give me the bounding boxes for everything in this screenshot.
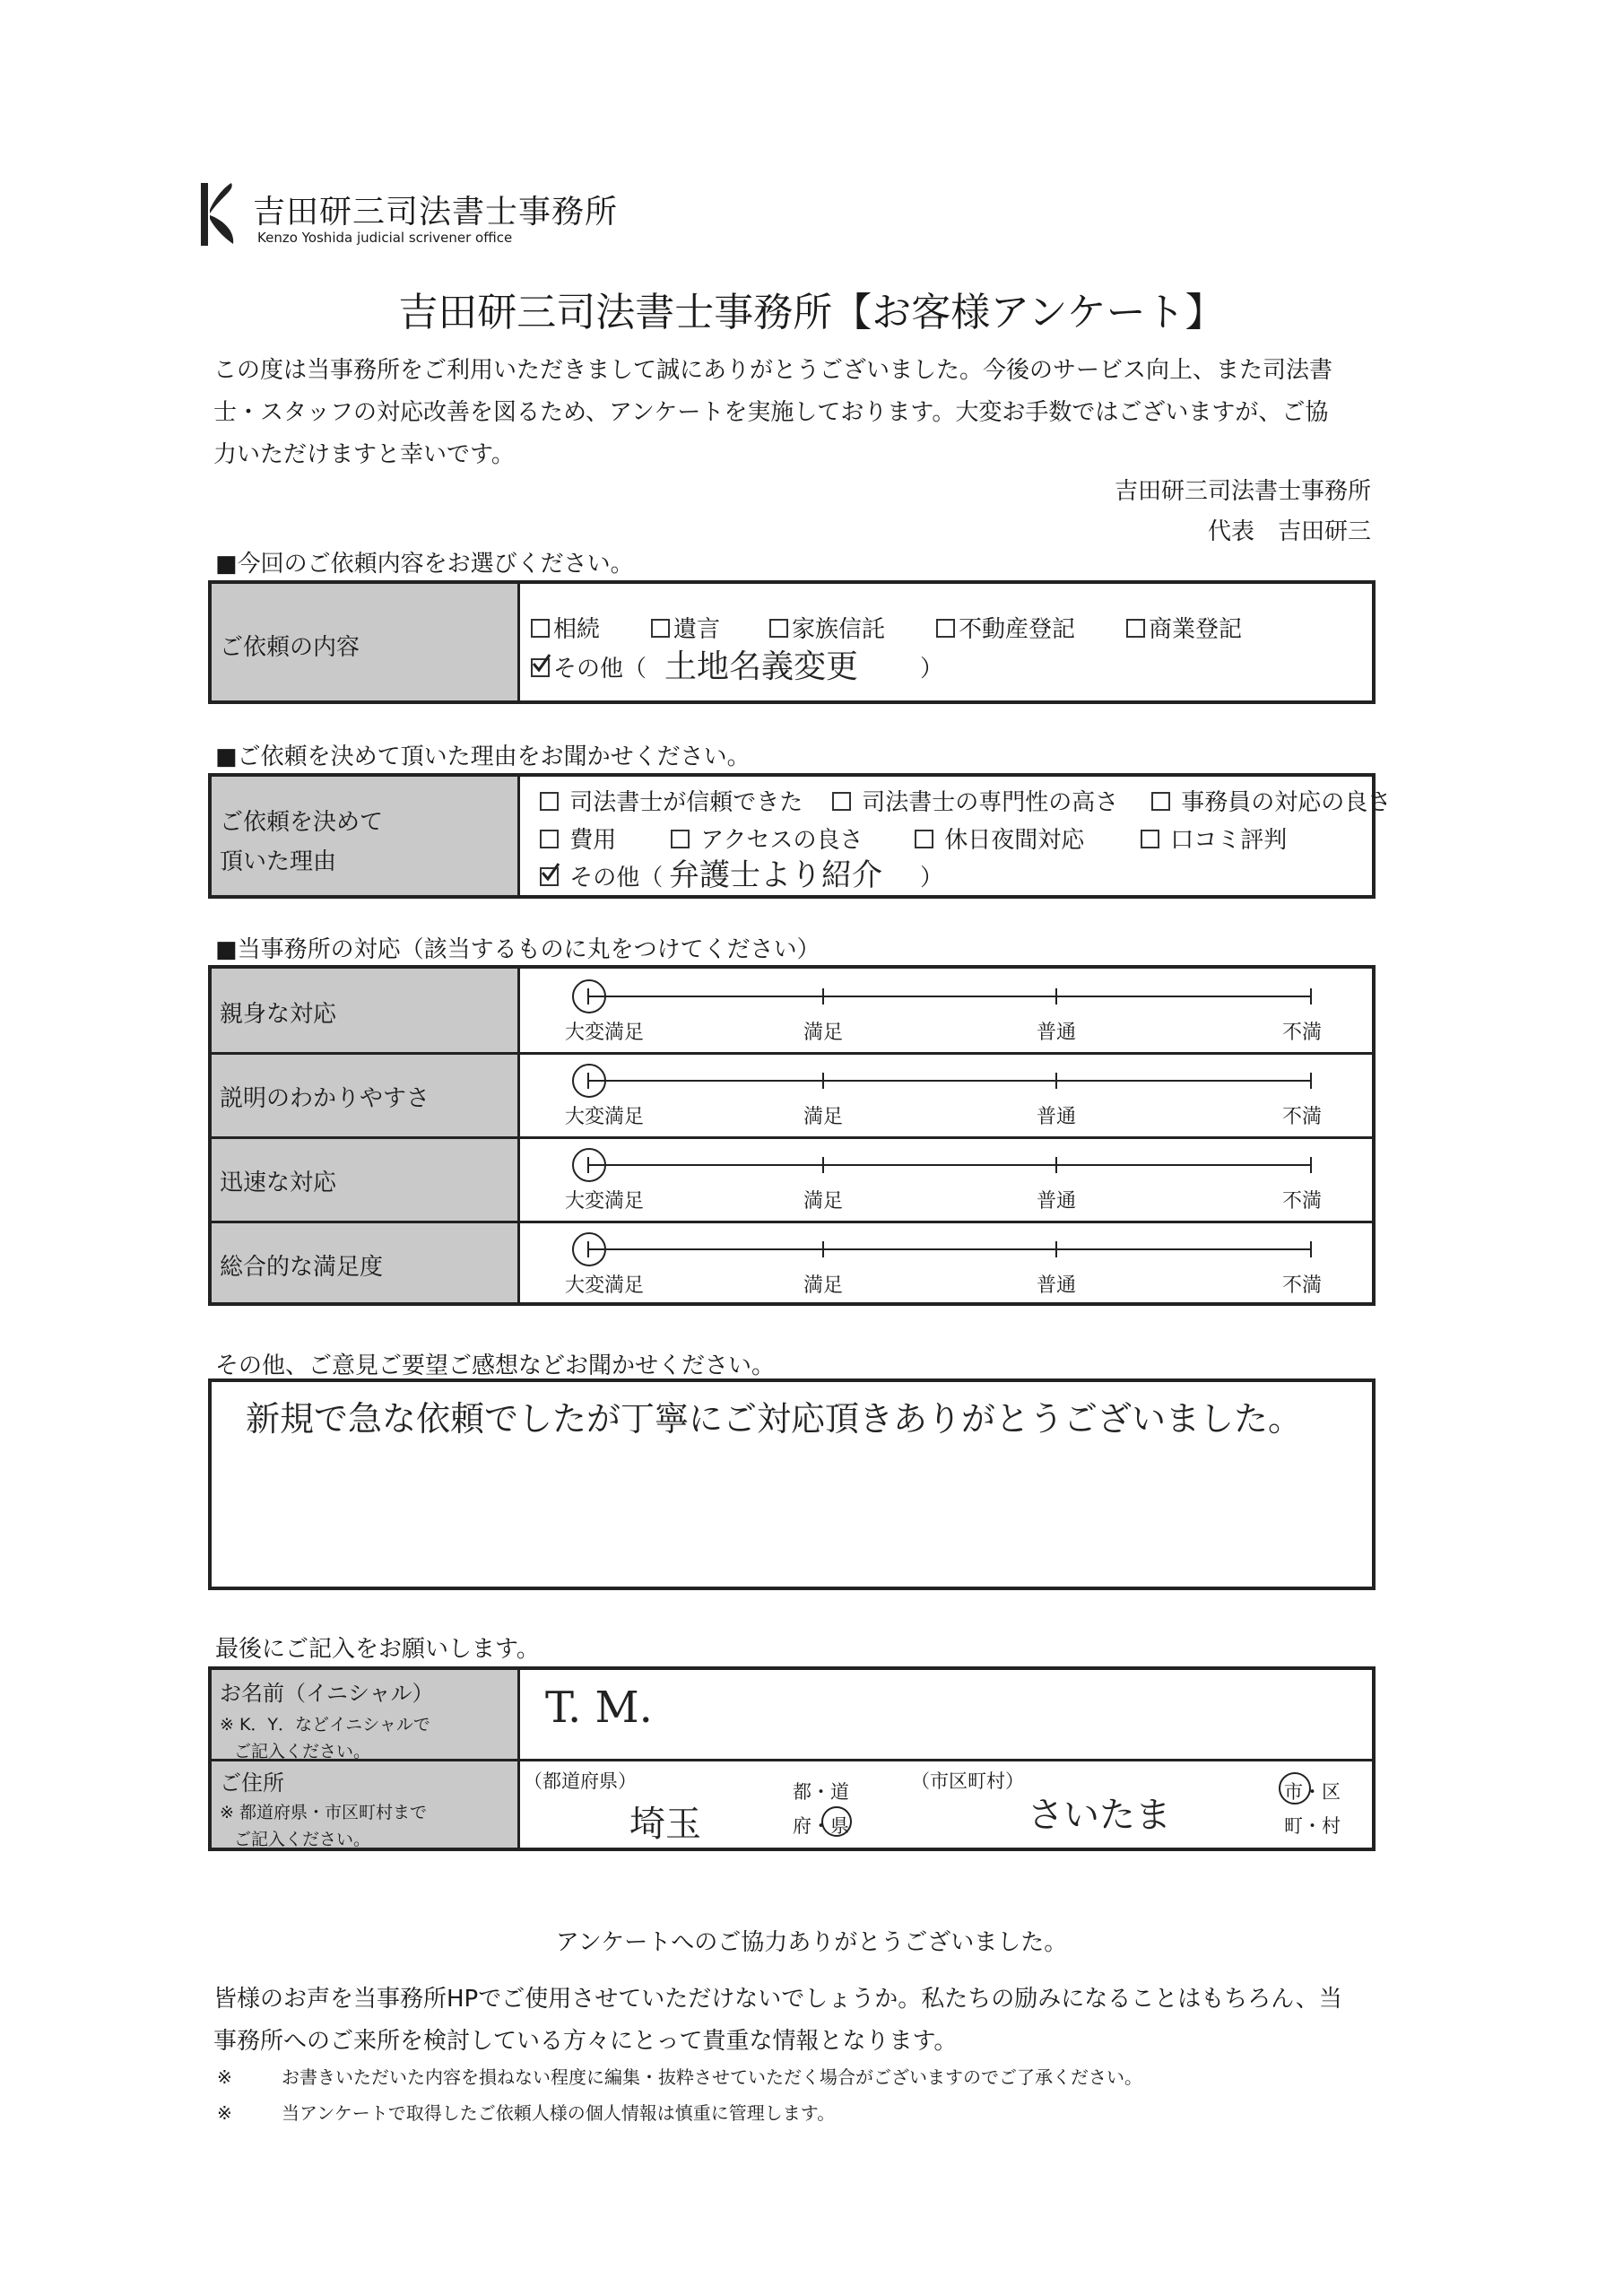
thanks-text: アンケートへのご協力ありがとうございました。 (555, 1929, 1068, 1956)
name-note: ご記入ください。 (234, 1742, 371, 1761)
rating-scale-label: 普通 (1037, 1190, 1077, 1213)
city-suffix-top: 市・区 (1284, 1781, 1341, 1803)
checkbox[interactable] (1126, 619, 1145, 638)
rating-item-label: 親身な対応 (220, 1001, 337, 1028)
q1-option-kazoku-shintaku[interactable]: 家族信託 (769, 611, 885, 644)
q2-label: ご依頼を決めて 頂いた理由 (212, 777, 520, 895)
pref-selected-circle (821, 1806, 852, 1837)
rating-scale-label: 普通 (1037, 1106, 1077, 1128)
rating-tick (1310, 988, 1312, 1004)
pref-suffix-bottom: 府・県 (793, 1815, 849, 1837)
city-selected-circle (1279, 1772, 1311, 1805)
rating-scale-label: 不満 (1282, 1106, 1323, 1128)
rating-tick (822, 988, 824, 1004)
q5-row-divider (212, 1759, 1372, 1761)
rating-tick (1310, 1241, 1312, 1257)
rating-selected-circle[interactable] (572, 979, 606, 1013)
q3-heading: ■当事務所の対応（該当するものに丸をつけてください） (215, 936, 820, 963)
q1-option-fudousan[interactable]: 不動産登記 (936, 611, 1075, 644)
rating-scale-line (588, 1248, 1311, 1250)
q1-box (208, 580, 1376, 704)
rating-item-label: 総合的な満足度 (220, 1254, 384, 1281)
q1-other-close: ） (920, 656, 944, 683)
check-icon (531, 653, 552, 674)
closing-text: 皆様のお声を当事務所HPでご使用させていただけないでしょうか。私たちの励みになることはもちろん、当 事務所へのご来所を検討している方々にとって貴重な情報となります。 (213, 1986, 1342, 2055)
rating-tick (822, 1157, 824, 1173)
rating-tick (1310, 1073, 1312, 1089)
logo-subtitle: Kenzo Yoshida judicial scrivener office (257, 230, 513, 246)
checkbox[interactable] (936, 619, 955, 638)
q2-option-access[interactable]: アクセスの良さ (671, 822, 864, 855)
logo-name: 吉田研三司法書士事務所 (253, 194, 619, 230)
rating-scale-label: 不満 (1282, 1274, 1323, 1297)
rating-scale-label: 満足 (803, 1106, 844, 1128)
rating-selected-circle[interactable] (572, 1232, 606, 1266)
rating-tick (1055, 988, 1057, 1004)
rating-scale-label: 不満 (1282, 1190, 1323, 1213)
check-icon (540, 862, 561, 883)
checkbox-checked[interactable] (531, 658, 550, 677)
rating-tick (822, 1241, 824, 1257)
q3-box (208, 965, 1376, 1306)
q3-rating-rows (212, 969, 1372, 1302)
rating-scale-label: 大変満足 (565, 1106, 645, 1128)
rating-scale-label: 不満 (1282, 1022, 1323, 1044)
signature-rep: 代表 吉田研三 (1207, 518, 1371, 545)
q2-option-cost[interactable]: 費用 (540, 822, 616, 855)
rating-scale-line (588, 996, 1311, 997)
checkbox[interactable] (531, 619, 550, 638)
name-value: T. M. (545, 1683, 653, 1733)
checkbox[interactable] (540, 792, 559, 811)
checkbox[interactable] (1151, 792, 1170, 811)
pref-label: （都道府県） (524, 1770, 637, 1792)
rating-tick (1055, 1241, 1057, 1257)
checkbox[interactable] (915, 830, 933, 848)
q2-option-staff[interactable]: 事務員の対応の良さ (1151, 784, 1391, 817)
address-note: ※ 都道府県・市区町村まで (220, 1803, 427, 1822)
city-suffix-bottom: 町・村 (1284, 1815, 1341, 1837)
q1-option-souzoku[interactable]: 相続 (531, 611, 600, 644)
name-note: ※ K．Y．などイニシャルで (220, 1715, 430, 1735)
checkbox[interactable] (1141, 830, 1159, 848)
logo-mark (195, 179, 239, 249)
page-title: 吉田研三司法書士事務所【お客様アンケート】 (398, 290, 1225, 335)
rating-item-label: 説明のわかりやすさ (220, 1085, 430, 1112)
q2-box (208, 773, 1392, 899)
note-item: ※ お書きいただいた内容を損ねない程度に編集・抜粋させていただく場合がございますのでご了承ください。 (217, 2066, 1142, 2088)
checkbox[interactable] (671, 830, 690, 848)
address-note: ご記入ください。 (234, 1830, 371, 1849)
q2-option-review[interactable]: 口コミ評判 (1141, 822, 1287, 855)
q2-option-expertise[interactable]: 司法書士の専門性の高さ (832, 784, 1118, 817)
pref-value: 埼玉 (629, 1804, 701, 1845)
q1-other-value: 土地名義変更 (664, 648, 859, 685)
q2-option-holiday[interactable]: 休日夜間対応 (915, 822, 1084, 855)
checkbox[interactable] (832, 792, 851, 811)
rating-scale-label: 大変満足 (565, 1022, 645, 1044)
q1-heading: ■今回のご依頼内容をお選びください。 (215, 551, 634, 578)
checkbox[interactable] (651, 619, 670, 638)
q1-option-other[interactable]: その他（ (531, 650, 647, 683)
q5-heading: 最後にご記入をお願いします。 (215, 1636, 540, 1663)
rating-tick (822, 1073, 824, 1089)
rating-scale-line (588, 1164, 1311, 1166)
signature-office: 吉田研三司法書士事務所 (1114, 478, 1371, 505)
rating-tick (1055, 1157, 1057, 1173)
pref-suffix-top: 都・道 (793, 1781, 849, 1803)
q2-option-other[interactable]: その他（ (540, 859, 663, 892)
checkbox-checked[interactable] (540, 867, 559, 886)
rating-scale-label: 大変満足 (565, 1190, 645, 1213)
q2-option-trust[interactable]: 司法書士が信頼できた (540, 784, 803, 817)
q1-option-shougyou[interactable]: 商業登記 (1126, 611, 1242, 644)
rating-tick (1055, 1073, 1057, 1089)
q2-heading: ■ご依頼を決めて頂いた理由をお聞かせください。 (215, 744, 751, 770)
rating-scale-label: 満足 (803, 1274, 844, 1297)
note-item: ※ 当アンケートで取得したご依頼人様の個人情報は慎重に管理します。 (217, 2102, 836, 2124)
rating-scale-label: 普通 (1037, 1022, 1077, 1044)
city-value: さいたま (1028, 1795, 1171, 1836)
address-label: ご住所 (220, 1770, 284, 1796)
rating-scale-label: 満足 (803, 1190, 844, 1213)
rating-selected-circle[interactable] (572, 1148, 606, 1182)
q2-other-close: ） (920, 865, 944, 891)
rating-selected-circle[interactable] (572, 1064, 606, 1098)
q4-answer: 新規で急な依頼でしたが丁寧にご対応頂きありがとうございました。 (246, 1399, 1303, 1439)
name-label: お名前（イニシャル） (220, 1681, 434, 1706)
city-label: （市区町村） (911, 1770, 1024, 1792)
q1-option-yuigon[interactable]: 遺言 (651, 611, 720, 644)
q4-heading: その他、ご意見ご要望ご感想などお聞かせください。 (215, 1352, 776, 1379)
rating-scale-label: 普通 (1037, 1274, 1077, 1297)
intro-text: この度は当事務所をご利用いただきまして誠にありがとうございました。今後のサービス向上、また司法書 士・スタッフの対応改善を図るため、アンケートを実施しております。大変お手数ではございますが、ご協 力いただけますと幸いです。 (213, 357, 1333, 468)
q5-box (208, 1666, 1376, 1851)
rating-scale-line (588, 1080, 1311, 1082)
rating-scale-label: 満足 (803, 1022, 844, 1044)
checkbox[interactable] (540, 830, 559, 848)
rating-scale-label: 大変満足 (565, 1274, 645, 1297)
q1-label: ご依頼の内容 (212, 584, 520, 700)
rating-tick (1310, 1157, 1312, 1173)
q4-answer-box[interactable] (208, 1378, 1376, 1590)
checkbox[interactable] (769, 619, 788, 638)
q2-other-value: 弁護士より紹介 (669, 857, 882, 893)
rating-item-label: 迅速な対応 (220, 1170, 337, 1196)
